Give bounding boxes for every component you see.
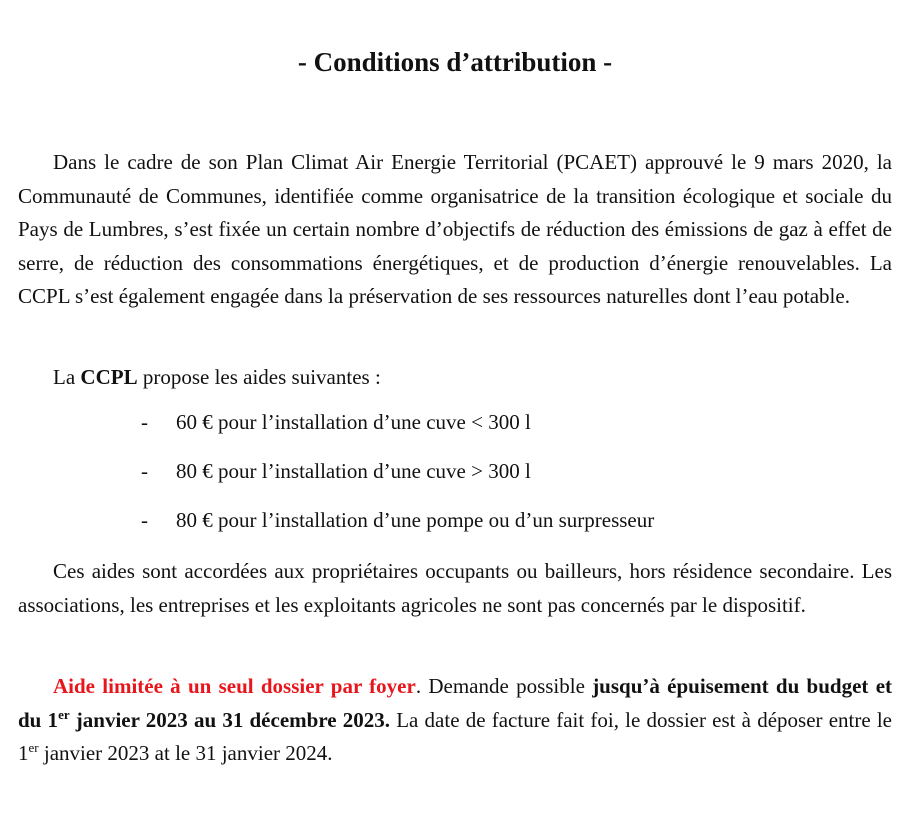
page-title: - Conditions d’attribution -: [297, 47, 613, 77]
limit-invoice-end: janvier 2023 at le 31 janvier 2024.: [38, 741, 333, 766]
aid-item-text: 60 € pour l’installation d’une cuve < 300 l: [176, 410, 531, 434]
limit-highlight: Aide limitée à un seul dossier par foyer: [53, 674, 416, 698]
list-bullet: -: [141, 459, 148, 483]
aid-intro-paragraph: [18, 361, 892, 395]
aid-intro-prefix: La: [53, 365, 81, 389]
aid-item-text: 80 € pour l’installation d’une cuve > 300 l: [176, 459, 531, 483]
aid-list-item: [18, 504, 892, 553]
aid-intro-suffix: propose les aides suivantes :: [137, 365, 381, 389]
limit-deadline-start: jusqu’à épuisement du budget et du 1: [18, 674, 893, 732]
eligibility-paragraph: Ces aides sont accordées aux propriétaires occupants ou bailleurs, hors résidence secondaire. Les associations, les entreprises et les exploitants agricoles ne sont pas concernés par le dispositif.: [18, 559, 892, 617]
limit-invoice-start: La date de facture fait foi, le dossier est à déposer entre le 1: [18, 707, 893, 766]
aid-list: [18, 406, 892, 553]
aid-list-item: [18, 406, 892, 455]
aid-list-item: [18, 455, 892, 504]
intro-paragraph: Dans le cadre de son Plan Climat Air Energie Territorial (PCAET) approuvé le 9 mars 2020, la Communauté de Communes, identifiée comme organisatrice de la transition écologique et sociale du Pays de Lumbres, s’est fixée un certain nombre d’objectifs de réduction des émissions de gaz à effet de serre, de réduction des consommations énergétiques, et de production d’énergie renouvelables. La CCPL s’est également engagée dans la préservation de ses ressources naturelles dont l’eau potable.: [18, 150, 892, 309]
aid-intro-org: CCPL: [80, 365, 138, 389]
list-bullet: -: [141, 508, 148, 532]
limit-invoice-sup: er: [28, 740, 39, 756]
list-bullet: -: [141, 410, 148, 434]
aid-item-text: 80 € pour l’installation d’une pompe ou d’un surpresseur: [176, 508, 655, 532]
limits-paragraph: [18, 670, 892, 771]
limit-deadline-end: janvier 2023 au 31 décembre 2023.: [69, 707, 391, 732]
limit-after-highlight: . Demande possible: [415, 674, 593, 698]
limit-deadline-sup: er: [58, 706, 70, 722]
